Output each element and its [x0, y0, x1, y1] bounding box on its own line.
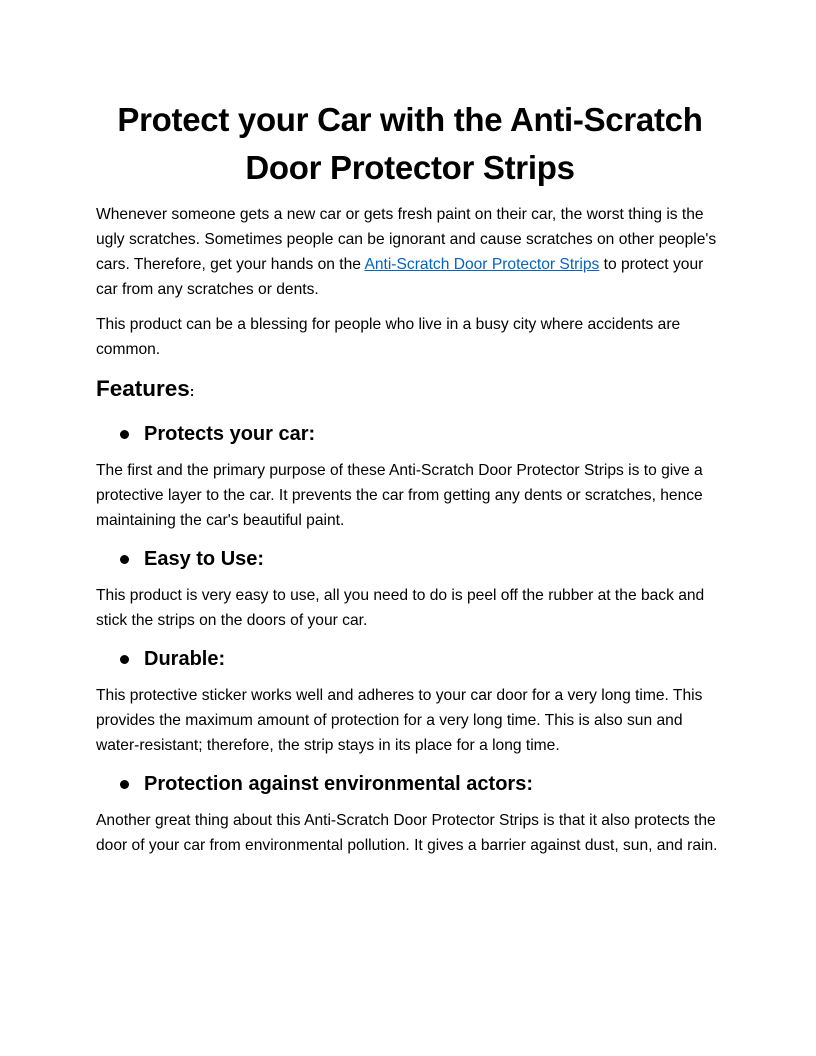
feature-body: This product is very easy to use, all you need to do is peel off the rubber at the back and stick the strips on the doors of your car. [96, 587, 705, 629]
product-link[interactable]: Anti-Scratch Door Protector Strips [364, 256, 600, 273]
feature-body: This protective sticker works well and adheres to your car door for a very long time. This provides the maximum amount of protection for a very long time. This is also sun and water-resistant; therefore, the strip stays in its place for a long time. [96, 687, 703, 754]
bullet-icon [120, 555, 129, 564]
feature-item-durable [96, 643, 724, 675]
bullet-icon [120, 780, 129, 789]
feature-title: Durable: [144, 648, 226, 670]
features-heading [96, 372, 724, 408]
page-title: Protect your Car with the Anti-Scratch Door Protector Strips [117, 101, 703, 186]
feature-item-protects [96, 418, 724, 450]
feature-body: Another great thing about this Anti-Scratch Door Protector Strips is that it also protects the door of your car from environmental pollution. It gives a barrier against dust, sun, and rain. [96, 812, 718, 854]
feature-title: Easy to Use: [144, 548, 265, 570]
features-heading-colon: : [189, 383, 195, 399]
intro-text-before-link: Whenever someone gets a new car or gets fresh paint on their car, the worst thing is the ugly scratches. Sometimes people can be ignorant and cause scratches on other people's cars. Therefore, get your hands on the [96, 206, 717, 273]
features-heading-label: Features [96, 376, 190, 401]
feature-title: Protects your car: [144, 423, 316, 445]
feature-item-easy-to-use [96, 543, 724, 575]
intro-paragraph [96, 202, 724, 302]
bullet-icon [120, 655, 129, 664]
intro-text-after-link: to protect your car from any scratches or dents. [96, 256, 704, 298]
feature-title: Protection against environmental actors: [144, 773, 533, 795]
document-page [96, 96, 724, 868]
bullet-icon [120, 430, 129, 439]
feature-body: The first and the primary purpose of these Anti-Scratch Door Protector Strips is to give a protective layer to the car. It prevents the car from getting any dents or scratches, hence maintaining the car's beautiful paint. [96, 462, 703, 529]
feature-item-environmental [96, 768, 724, 800]
usage-paragraph: This product can be a blessing for people who live in a busy city where accidents are common. [96, 316, 681, 358]
